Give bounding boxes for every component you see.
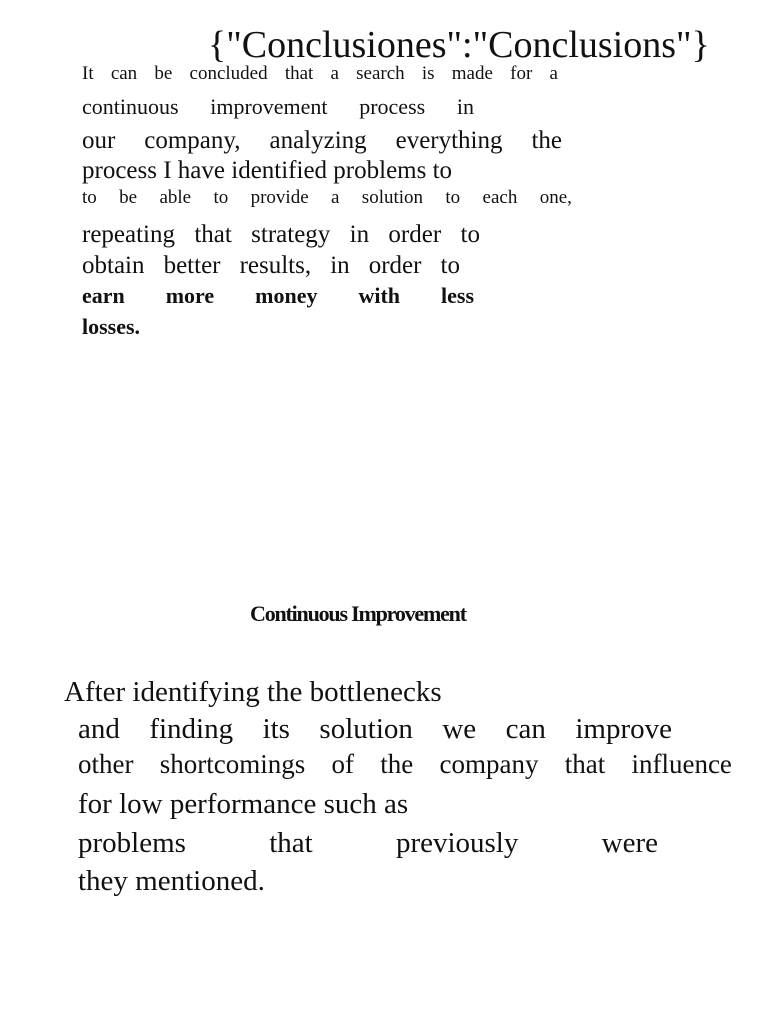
- improvement-line-5: problems that previously were: [78, 827, 658, 859]
- page-title: {"Conclusiones":"Conclusions"}: [208, 24, 710, 66]
- improvement-line-6: they mentioned.: [78, 865, 265, 897]
- improvement-line-4: for low performance such as: [78, 788, 409, 820]
- conclusions-line-2: continuous improvement process in: [82, 94, 474, 119]
- conclusions-line-5: to be able to provide a solution to each one,: [82, 187, 572, 208]
- conclusions-line-9: losses.: [82, 314, 141, 339]
- improvement-line-2: and finding its solution we can improve: [78, 713, 672, 745]
- conclusions-line-6: repeating that strategy in order to: [82, 221, 480, 248]
- section-heading: Continuous Improvement: [250, 601, 466, 626]
- conclusions-line-3: our company, analyzing everything the: [82, 127, 562, 154]
- conclusions-line-1: It can be concluded that a search is made for a: [82, 63, 558, 84]
- improvement-line-1: After identifying the bottlenecks: [64, 676, 442, 708]
- conclusions-line-4: process I have identified problems to: [82, 157, 453, 184]
- conclusions-line-7: obtain better results, in order to: [82, 252, 460, 279]
- improvement-line-3: other shortcomings of the company that influence: [78, 749, 732, 779]
- conclusions-line-8: earn more money with less: [82, 283, 474, 308]
